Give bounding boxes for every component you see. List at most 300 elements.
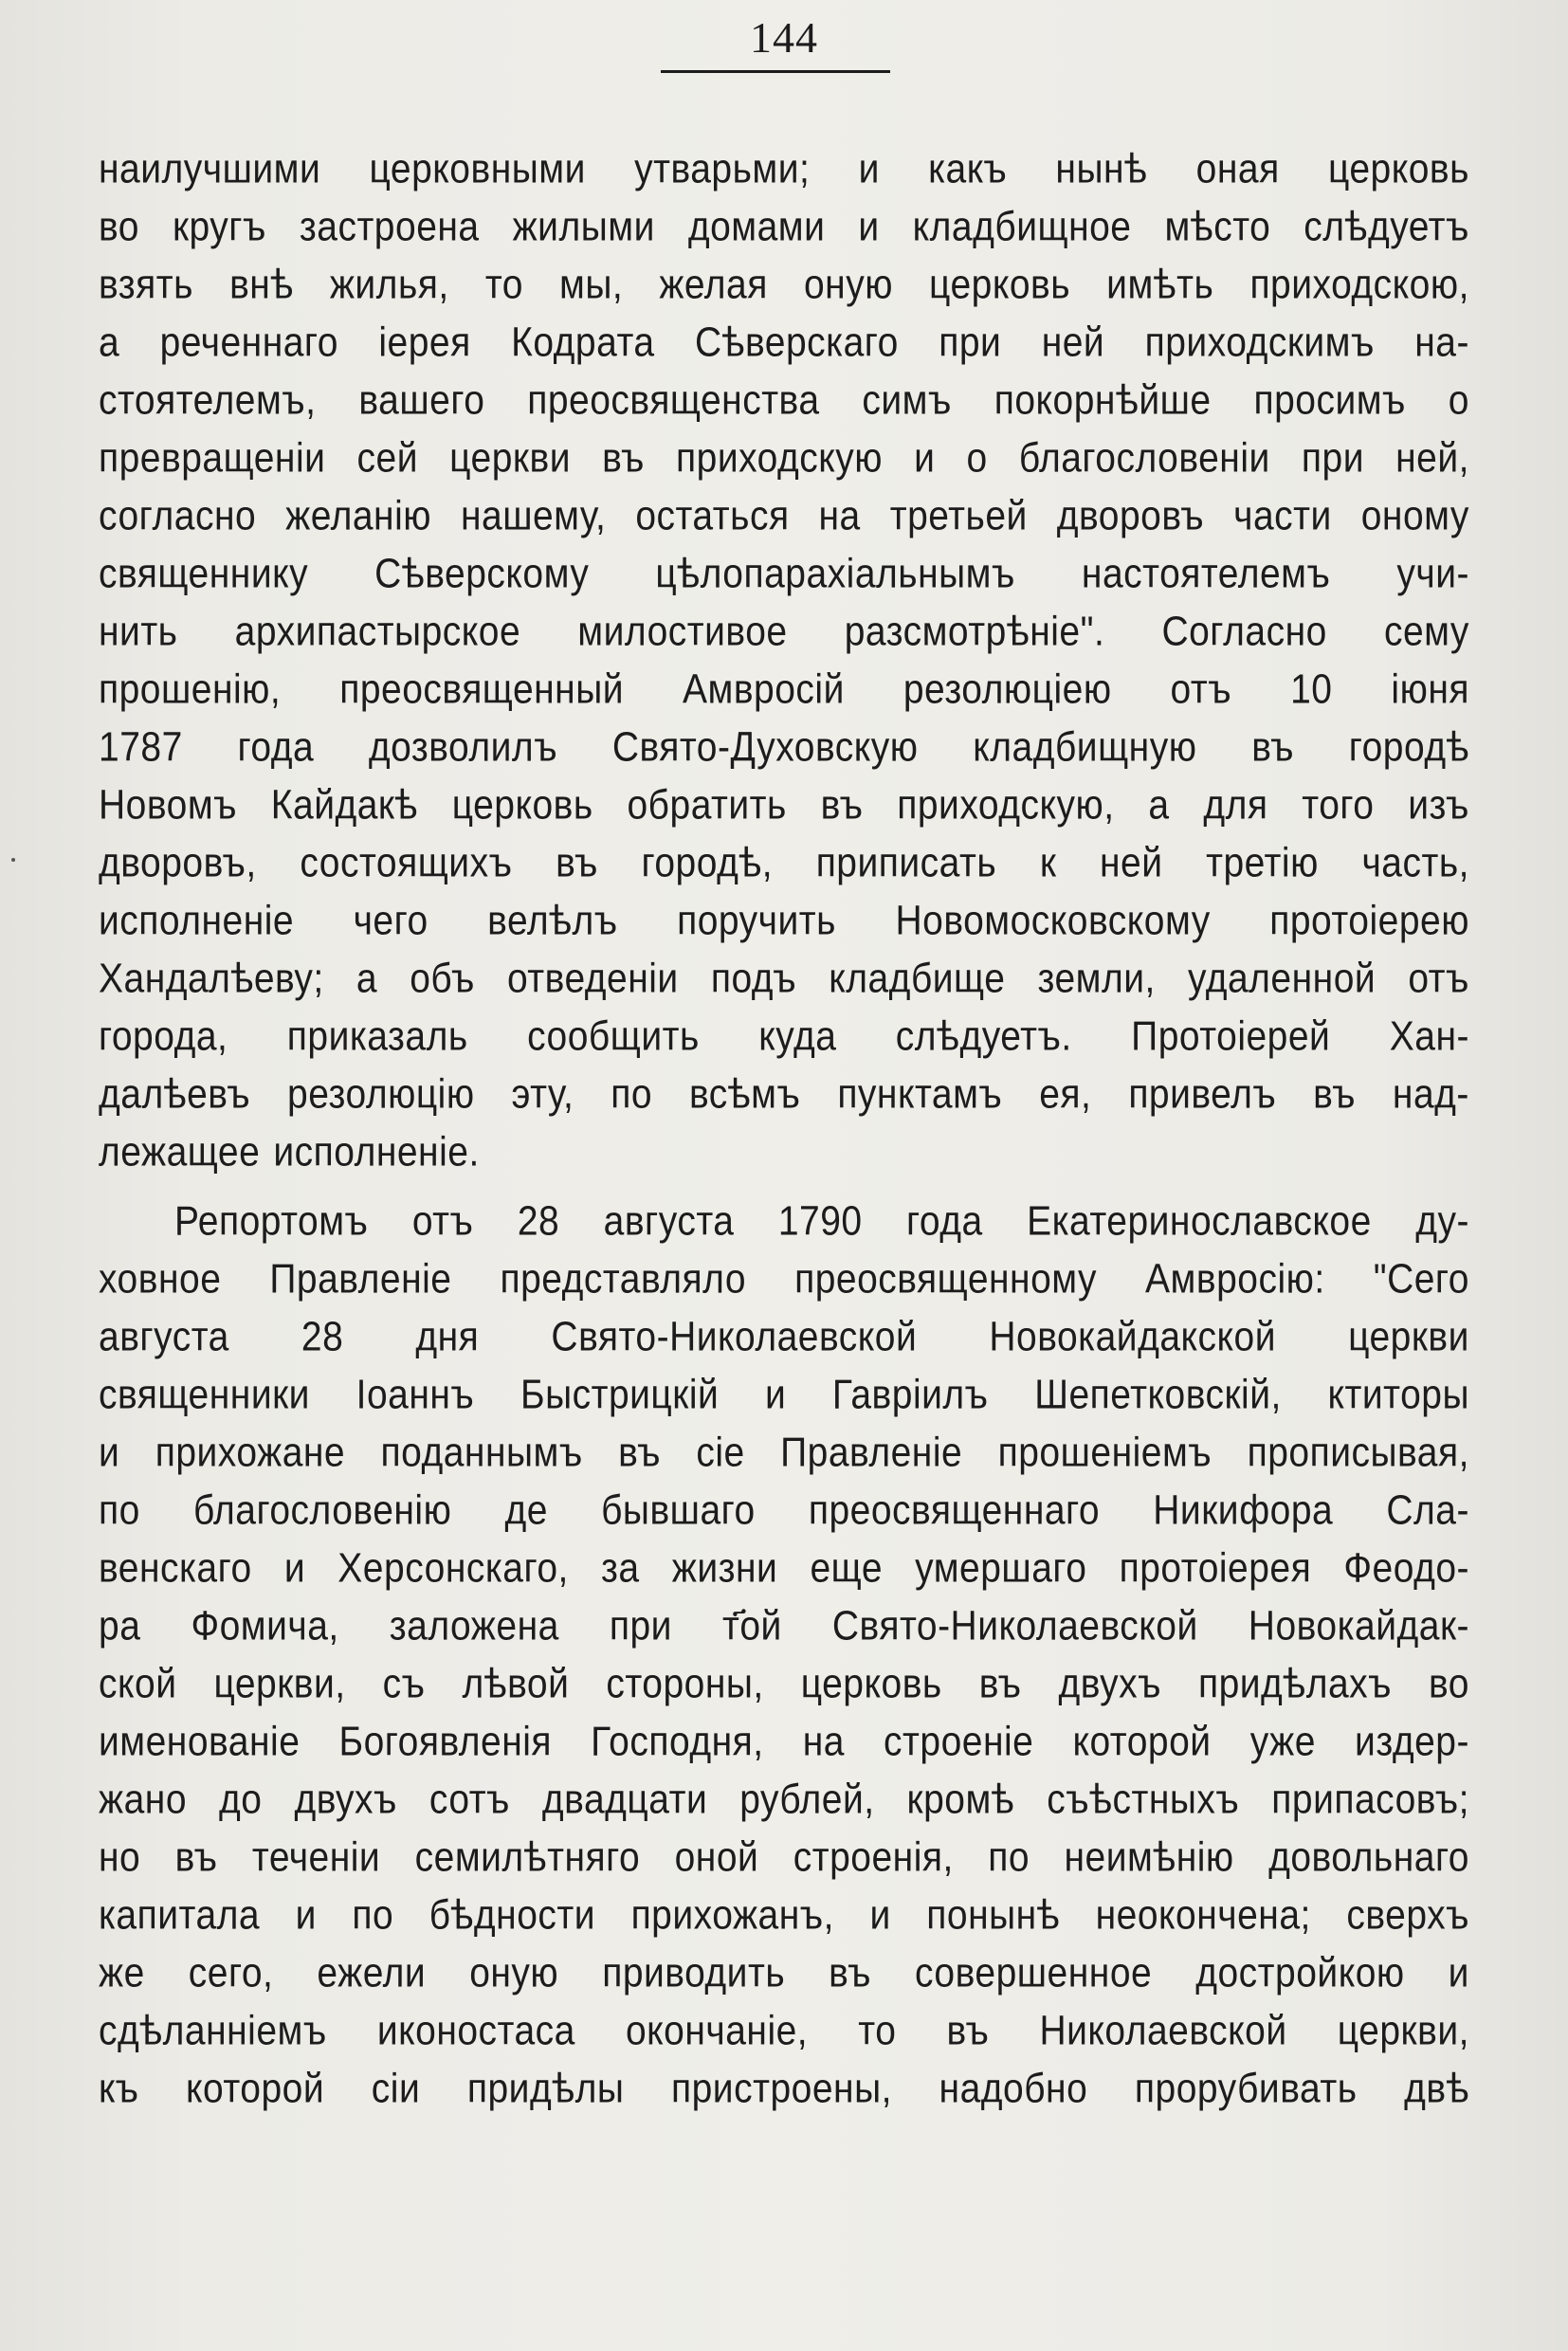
word: то [484,262,523,308]
word: Сла- [1386,1487,1469,1534]
word: желая [659,262,768,308]
word: домами [687,204,826,250]
word: какъ [928,146,1008,192]
word: Амвросію: [1145,1256,1325,1303]
word: августа [99,1314,229,1360]
text-line [99,483,1469,548]
word: приходскую, [897,782,1115,829]
word: ней [1099,840,1163,886]
word: цѣлопарахіальнымъ [655,551,1015,597]
word: придѣлахъ [1197,1661,1393,1707]
word: слѣдуетъ [1304,204,1469,250]
word: имѣть [1106,262,1214,308]
text-line [99,310,1469,374]
word: надобно [939,2066,1088,2112]
word: протоіерея [1119,1545,1312,1592]
word: года [906,1198,983,1245]
word: года [237,724,315,771]
text-line [99,1478,1469,1542]
word: отъ [1408,956,1469,1002]
word: въ [820,782,864,829]
word: на [802,1719,845,1765]
word: довольнаго [1268,1834,1469,1881]
word: жизни [671,1545,778,1592]
word: понынѣ [926,1892,1061,1939]
word: совершенное [914,1950,1153,1996]
word: Фомича, [191,1603,339,1649]
word: Гавріилъ [831,1372,989,1418]
word: приходскою, [1249,262,1469,308]
word: къ [99,2066,139,2112]
word: чего [353,898,428,944]
word: преосвященному [794,1256,1098,1303]
word: преосвященный [339,666,625,713]
word: кромѣ [906,1777,1015,1823]
word: жилья, [329,262,449,308]
word: Кодрата [511,319,655,366]
word: жано [99,1777,188,1823]
word: 28 [301,1314,344,1360]
word: на- [1414,319,1469,366]
word: реченнаго [159,319,338,366]
word: Хан- [1389,1013,1469,1060]
text-line [99,1594,1469,1658]
word: съѣстныхъ [1047,1777,1240,1823]
word: кладбище [829,956,1006,1002]
word: издер- [1355,1719,1469,1765]
word: сдѣланніемъ [99,2008,327,2054]
word: Репортомъ [174,1198,369,1245]
word: неимѣнію [1064,1834,1234,1881]
word: 1787 [99,724,183,771]
word: далѣевъ [99,1071,251,1118]
word: куда [758,1013,837,1060]
text-line [99,1536,1469,1600]
word: при [1301,435,1364,482]
text-line [99,1062,1469,1126]
word: преосвященнаго [808,1487,1101,1534]
text-line [99,830,1469,895]
word: церковь [451,782,593,829]
word: ней, [1395,435,1469,482]
text-line [99,1883,1469,1947]
text-line [99,1767,1469,1832]
word: утварьми; [634,146,811,192]
word: которой [1072,1719,1212,1765]
text-line [99,1304,1469,1369]
word: и [764,1372,787,1418]
word: благословеніи [1018,435,1270,482]
word: милостивое [577,609,788,655]
word: двадцати [541,1777,708,1823]
word: при [939,319,1002,366]
word: припасовъ; [1271,1777,1469,1823]
word: ра [99,1603,141,1649]
word: приходскимъ [1144,319,1375,366]
word: Никифора [1153,1487,1334,1534]
word: дворовъ, [99,840,257,886]
word: церкви, [1337,2008,1469,2054]
word: объ [410,956,475,1002]
word: до [219,1777,263,1823]
word: эту, [511,1071,574,1118]
word: слѣдуетъ. [895,1013,1072,1060]
word: церкви, [213,1661,346,1707]
text-line [99,888,1469,953]
word: во [99,204,139,250]
word: строеніе [884,1719,1034,1765]
word: Протоіерей [1131,1013,1331,1060]
word: а [356,956,378,1002]
word: приводить [602,1950,786,1996]
word: взять [99,262,193,308]
word: Сѣверскаго [694,319,899,366]
word: приписать [815,840,997,886]
word: бѣдности [428,1892,596,1939]
word: двухъ [1058,1661,1161,1707]
text-line [99,2056,1469,2121]
word: поручить [677,898,836,944]
word: а [1148,782,1170,829]
text-line [99,599,1469,664]
text-line [99,657,1469,721]
word: же [99,1950,145,1996]
text-line [99,1651,1469,1716]
word: "Сего [1373,1256,1469,1303]
word: преосвященства [527,377,820,424]
word: кладбищную [973,724,1197,771]
word: но [99,1834,141,1881]
word: церковь [929,262,1071,308]
word: просимъ [1253,377,1406,424]
text-line [99,1189,1469,1253]
word: дворовъ [1056,493,1205,539]
word: изъ [1408,782,1469,829]
page-number-rule [661,70,890,73]
word: Амвросій [683,666,845,713]
text-line [99,252,1469,317]
text-line [99,194,1469,259]
word: въ [829,1950,871,1996]
word: оная [1195,146,1280,192]
word: оной [674,1834,759,1881]
word: прорубивать [1134,2066,1358,2112]
word: при [609,1603,672,1649]
word: ктиторы [1327,1372,1469,1418]
word: резолюцію [287,1071,475,1118]
word: к [1039,840,1057,886]
word: прихожане [155,1430,346,1476]
word: архипастырское [234,609,521,655]
word: венскаго [99,1545,252,1592]
word: того [1302,782,1375,829]
word: Новомъ [99,782,238,829]
word: всѣмъ [689,1071,801,1118]
word: дозволилъ [368,724,558,771]
word: протоіерею [1269,898,1469,944]
word: мы, [559,262,624,308]
text-line [99,715,1469,779]
word: и [1448,1950,1469,1996]
word: удаленной [1188,956,1377,1002]
word: стоятелемъ, [99,377,317,424]
word: над- [1392,1071,1469,1118]
text-line [99,1120,1469,1184]
word: ховное [99,1256,222,1303]
word: прошенію, [99,666,282,713]
word: Феодо- [1343,1545,1469,1592]
word: ея, [1039,1071,1092,1118]
word: въ [618,1430,661,1476]
word: Богоявленія [338,1719,553,1765]
word: нашему, [460,493,607,539]
word: обратить [627,782,787,829]
word: церкви [1348,1314,1469,1360]
word: земли, [1037,956,1156,1002]
word: остаться [635,493,790,539]
word: строенія, [793,1834,954,1881]
word: внѣ [229,262,294,308]
word: представляло [500,1256,747,1303]
text-line [99,773,1469,837]
word: и [295,1892,317,1939]
word: священнику [99,551,309,597]
text-line [99,1247,1469,1311]
text-line [99,1362,1469,1427]
word: приходскую [676,435,884,482]
word: Кайдакѣ [270,782,418,829]
word: церкви [449,435,571,482]
word: о [966,435,988,482]
word: ежели [317,1950,427,1996]
word: въ [174,1834,218,1881]
word: городѣ, [641,840,774,886]
word: Правленіе [269,1256,452,1303]
word: заложена [389,1603,559,1649]
word: велѣлъ [487,898,618,944]
text-line [99,1004,1469,1068]
word: въ [556,840,598,886]
word: Сѣверскому [374,551,590,597]
word: превращеніи [99,435,326,482]
word: отведеніи [506,956,679,1002]
word: прошеніемъ [997,1430,1212,1476]
word: исполненіе. [273,1129,480,1176]
paragraph [99,1193,1469,2118]
word: ней [1041,319,1105,366]
word: для [1203,782,1268,829]
word: церковь [800,1661,942,1707]
text-line [99,1941,1469,2005]
word: умершаго [915,1545,1087,1592]
text-line [99,1709,1469,1774]
text-line [99,368,1469,432]
word: оную [469,1950,559,1996]
word: лежащее [99,1129,261,1176]
word: третьей [889,493,1028,539]
word: и [914,435,936,482]
word: именованіе [99,1719,301,1765]
word: неокончена; [1095,1892,1311,1939]
word: ду- [1415,1198,1469,1245]
word: Господня, [591,1719,764,1765]
word: приказаль [286,1013,468,1060]
word: на [818,493,861,539]
word: Свято-Николаевской [551,1314,918,1360]
word: нить [99,609,178,655]
word: въ [1313,1071,1356,1118]
word: и [283,1545,306,1592]
word: желанію [285,493,432,539]
word: во [1429,1661,1469,1707]
word: церковь [1327,146,1469,192]
word: Согласно [1161,609,1327,655]
word: жилыми [512,204,655,250]
word: Екатеринославское [1027,1198,1372,1245]
word: оную [803,262,893,308]
word: 10 [1290,666,1333,713]
word: за [601,1545,640,1592]
word: достройкою [1195,1950,1405,1996]
word: теченіи [251,1834,381,1881]
word: сверхъ [1346,1892,1469,1939]
word: двухъ [294,1777,397,1823]
word: въ [978,1661,1022,1707]
word: съ [382,1661,426,1707]
word: иконостаса [376,2008,575,2054]
word: наилучшими [99,146,321,192]
word: сему [1383,609,1469,655]
word: о [1448,377,1469,424]
word: въ [946,2008,990,2054]
page-number: 144 [750,13,818,62]
word: часть, [1361,840,1469,886]
word: застроена [299,204,480,250]
word: уже [1249,1719,1316,1765]
word: т҃ой [722,1603,782,1649]
word: и [99,1430,120,1476]
word: симъ [862,377,952,424]
word: по [611,1071,653,1118]
word: Хандалѣеву; [99,956,324,1002]
word: сіи [371,2066,421,2112]
text-line [99,1825,1469,1889]
word: учи- [1396,551,1469,597]
word: состоящихъ [300,840,513,886]
word: прописывая, [1247,1430,1469,1476]
word: исполненіе [99,898,295,944]
word: резолюціею [903,666,1112,713]
paper-speck [11,858,15,862]
body-text [99,140,1469,2118]
word: и [858,204,880,250]
text-line [99,426,1469,490]
paragraph [99,140,1469,1181]
word: пристроены, [671,2066,892,2112]
word: города, [99,1013,228,1060]
word: 28 [517,1198,560,1245]
word: отъ [411,1198,474,1245]
word: бывшаго [601,1487,756,1534]
word: де [504,1487,548,1534]
word: іюня [1391,666,1469,713]
word: кладбищное [912,204,1132,250]
word: подъ [710,956,797,1002]
word: Новокайдак- [1248,1603,1469,1649]
word: іерея [378,319,471,366]
word: августа [603,1198,735,1245]
word: сего, [188,1950,274,1996]
word: Херсонскаго, [337,1545,569,1592]
word: сообщить [527,1013,700,1060]
text-line [99,1420,1469,1485]
word: Новокайдакской [989,1314,1276,1360]
word: по [99,1487,140,1534]
word: Быстрицкій [520,1372,720,1418]
word: городѣ [1348,724,1469,771]
word: сей [356,435,419,482]
word: оному [1360,493,1469,539]
word: въ [602,435,645,482]
word: двѣ [1404,2066,1469,2112]
word: придѣлы [466,2066,625,2112]
word: по [352,1892,394,1939]
word: Шепетковскій, [1034,1372,1282,1418]
word: священники [99,1372,310,1418]
word: нынѣ [1055,146,1148,192]
word: 1790 [777,1198,863,1245]
word: ской [99,1661,177,1707]
text-line [99,137,1469,201]
word: Свято-Духовскую [611,724,919,771]
word: окончаніе, [625,2008,809,2054]
word: стороны, [606,1661,764,1707]
word: Николаевской [1039,2008,1287,2054]
word: кругъ [172,204,266,250]
word: рублей, [739,1777,875,1823]
word: дня [415,1314,480,1360]
text-line [99,1998,1469,2063]
word: отъ [1170,666,1232,713]
word: и [869,1892,891,1939]
word: и [858,146,880,192]
word: сотъ [428,1777,510,1823]
text-line [99,541,1469,606]
word: поданнымъ [380,1430,583,1476]
word: сіе [696,1430,745,1476]
word: пунктамъ [837,1071,1003,1118]
word: согласно [99,493,257,539]
word: то [858,2008,897,2054]
word: въ [1251,724,1295,771]
word: Іоаннъ [356,1372,475,1418]
word: третію [1206,840,1319,886]
word: благословенію [192,1487,452,1534]
word: еще [810,1545,884,1592]
word: семилѣтняго [414,1834,641,1881]
word: Правленіе [780,1430,963,1476]
word: Новомосковскому [895,898,1211,944]
word: Свято-Николаевской [831,1603,1198,1649]
text-line [99,946,1469,1011]
word: прихожанъ, [630,1892,834,1939]
word: мѣсто [1164,204,1271,250]
word: вашего [358,377,485,424]
word: по [988,1834,1030,1881]
word: церковными [369,146,586,192]
word: разсмотрѣніе". [844,609,1105,655]
word: покорнѣйше [994,377,1212,424]
